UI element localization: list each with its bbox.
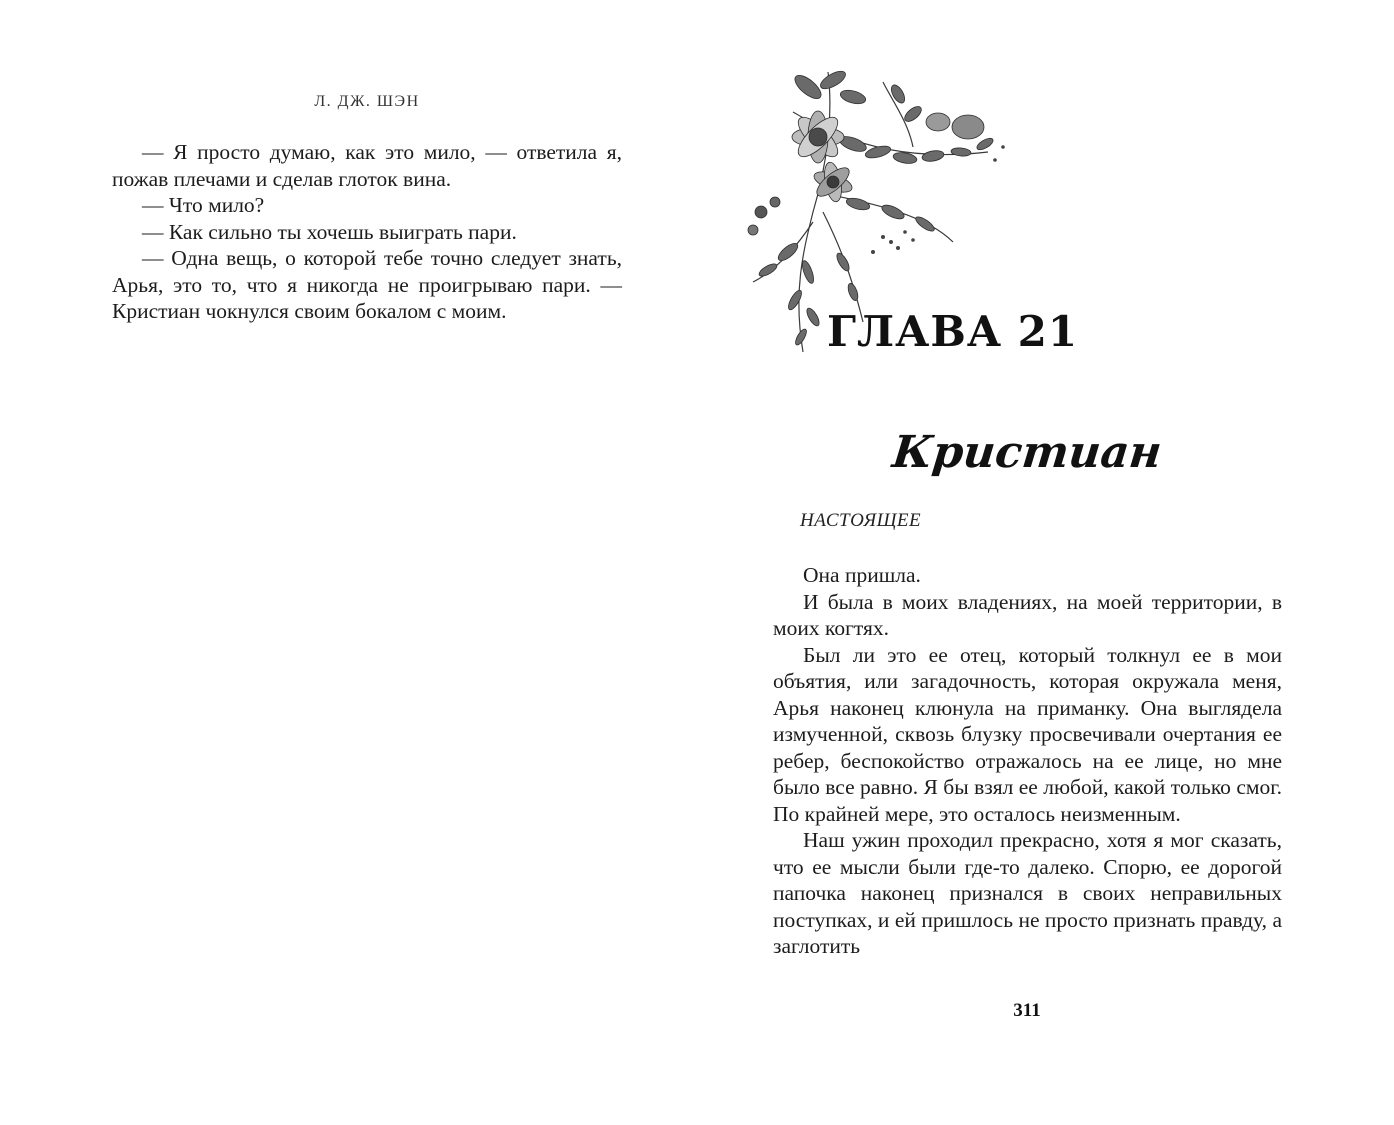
section-label: НАСТОЯЩЕЕ xyxy=(800,510,922,531)
chapter-pov-name: Кристиан xyxy=(889,427,1165,478)
paragraph: Она пришла. xyxy=(803,563,921,587)
right-page-body xyxy=(773,562,1282,960)
paragraph: — Одна вещь, о которой тебе точно следует знать, Арья, это то, что я никогда не проигрываю пари. — Кристиан чокнулся своим бокалом с моим. xyxy=(112,246,622,323)
left-page-body xyxy=(112,139,622,325)
paragraph: Был ли это ее отец, который толкнул ее в мои объятия, или загадочность, которая окружала меня, Арья наконец клюнула на приманку. Она выглядела измученной, сквозь блузку просвечивали очертания ее ребер, беспокойство отражалось на ее лице, но мне было все равно. Я бы взял ее любой, какой только смог. По крайней мере, это осталось неизменным. xyxy=(773,642,1282,826)
paragraph: — Как сильно ты хочешь выиграть пари. xyxy=(142,219,517,244)
paragraph: — Я просто думаю, как это мило, — ответила я, пожав плечами и сделав глоток вина. xyxy=(112,140,622,191)
right-page xyxy=(697,0,1394,1125)
chapter-title: ГЛАВА 21 xyxy=(827,307,1079,356)
running-head: Л. ДЖ. ШЭН xyxy=(314,93,420,110)
paragraph: Наш ужин проходил прекрасно, хотя я мог сказать, что ее мысли были где-то далеко. Спорю, ее дорогой папочка наконец признался в своих неправильных поступках, и ей пришлось не просто признать правду, а заглотить xyxy=(773,828,1282,958)
paragraph: И была в моих владениях, на моей территории, в моих когтях. xyxy=(773,589,1282,640)
paragraph: — Что мило? xyxy=(142,193,265,217)
page-number: 311 xyxy=(1013,1000,1041,1021)
